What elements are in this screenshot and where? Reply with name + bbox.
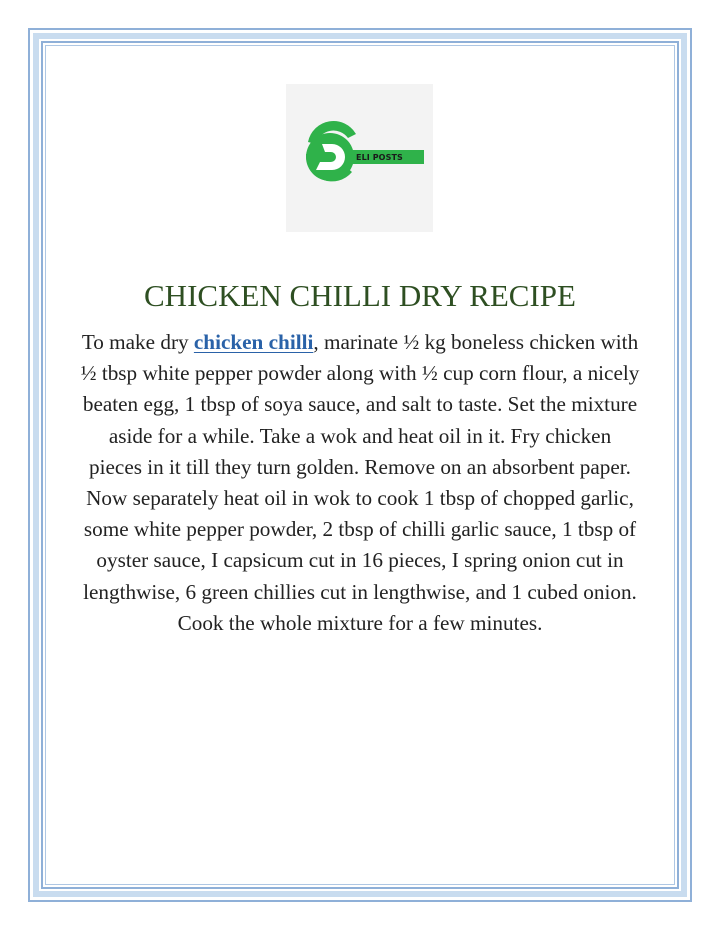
recipe-intro-after-link: , marinate ½ kg boneless chicken with ½ tbsp white pepper powder along with ½ cup corn flour, a nicely beaten egg, 1 tbsp of soya sauce, and salt to taste. Set the mixture aside for a while. Take a wok and heat oil in it. Fry chicken pieces in it till they turn golden. Remove on an absorbent paper. Now separately heat oil in wok to cook 1 tbsp of chopped garlic, some white pepper powder, 2 tbsp of chilli garlic sauce, 1 tbsp of oyster sauce, I capsicum cut in 16 pieces, I spring onion cut in lengthwise, 6 green chillies cut in lengthwise, and 1 cubed onion. Cook the whole mixture for a few minutes.: [80, 330, 640, 635]
recipe-title: CHICKEN CHILLI DRY RECIPE: [144, 278, 576, 313]
deli-posts-logo: [286, 84, 433, 232]
recipe-body: [80, 327, 640, 639]
chicken-chilli-link[interactable]: chicken chilli: [193, 330, 314, 354]
logo-text: ELI POSTS: [356, 153, 403, 162]
recipe-intro-before-link: To make dry: [81, 330, 194, 354]
